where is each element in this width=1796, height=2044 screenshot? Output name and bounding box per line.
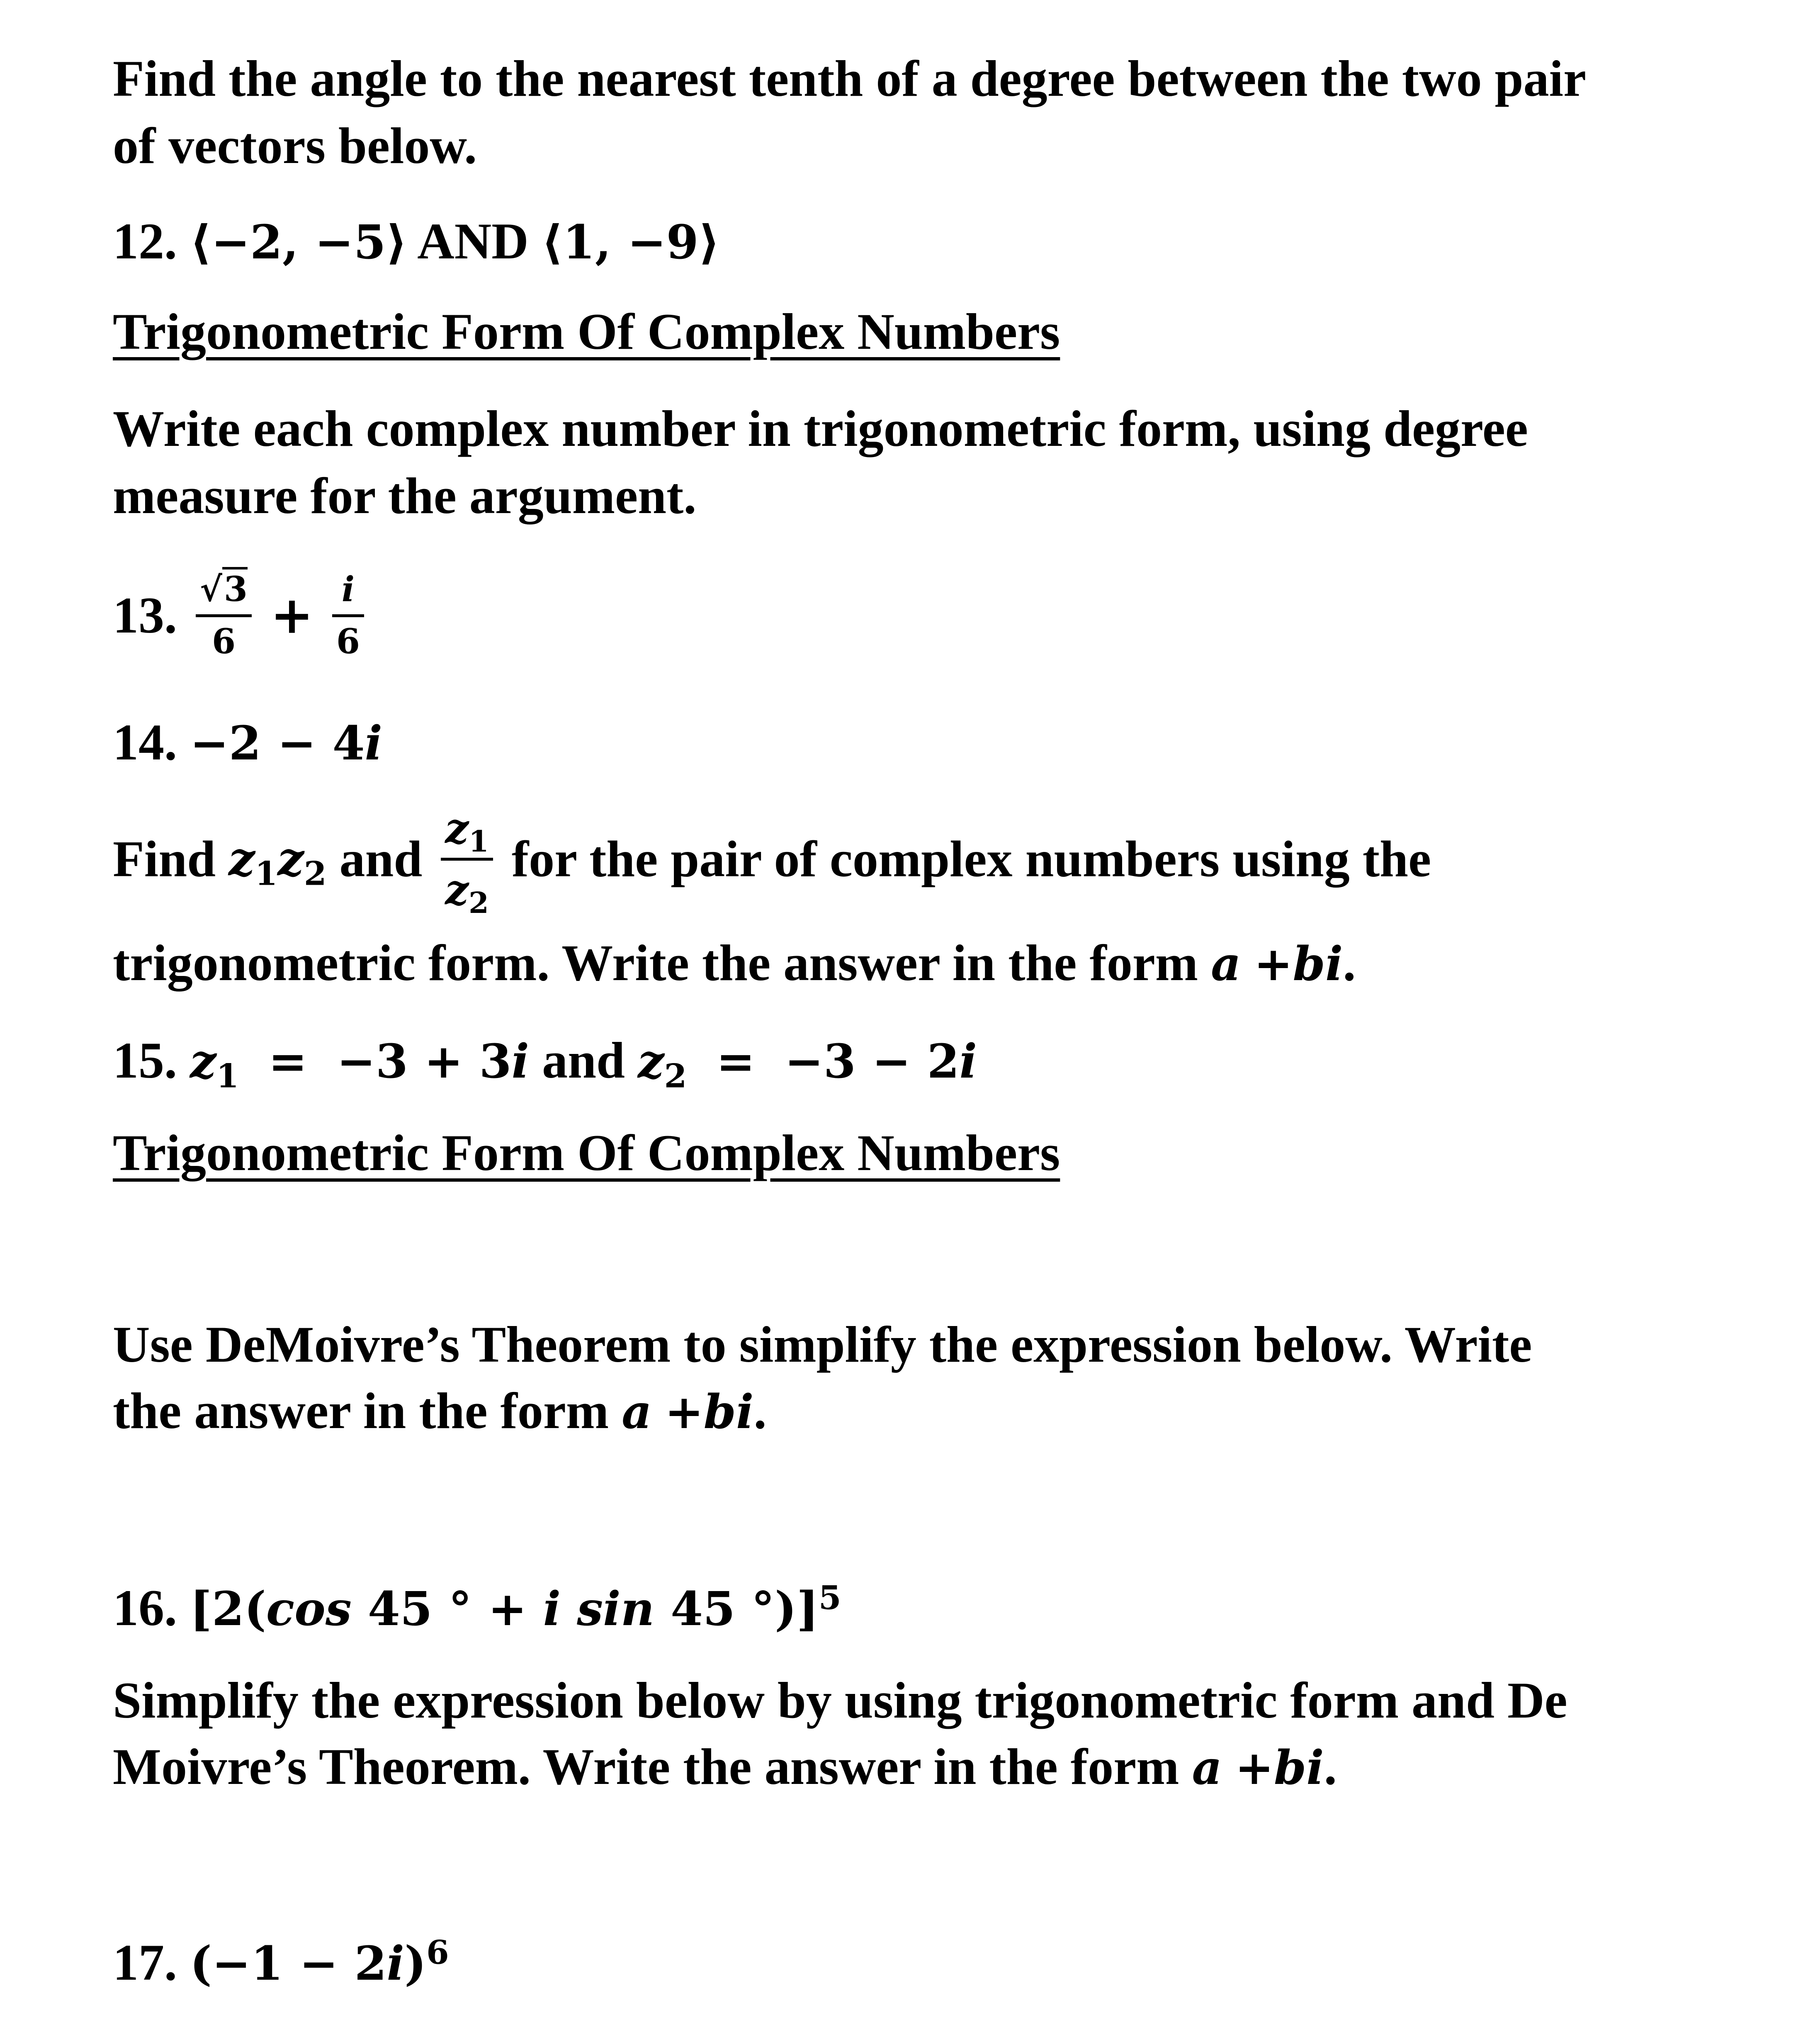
i-sin-function: i sin bbox=[543, 1582, 655, 1636]
problem-number: 13. bbox=[113, 587, 177, 644]
demoivre2-instruction-line-2 bbox=[113, 1738, 1337, 1795]
demoivre-expression bbox=[190, 1579, 841, 1636]
equals-sign: = bbox=[268, 1034, 307, 1089]
z1-variable bbox=[190, 1034, 239, 1095]
product-instruction-line-2 bbox=[113, 934, 1356, 991]
and-word: and bbox=[542, 1032, 625, 1089]
form-bi: bi bbox=[1293, 937, 1343, 991]
expression-real-part: −2 − 4 bbox=[190, 716, 365, 771]
z2-value bbox=[785, 1034, 977, 1089]
form-plus: + bbox=[664, 1385, 704, 1439]
form-bi: bi bbox=[703, 1385, 754, 1439]
expression bbox=[190, 716, 382, 771]
open-bracket: [2( bbox=[190, 1582, 266, 1636]
form-plus: + bbox=[1254, 937, 1293, 991]
period: . bbox=[1343, 934, 1356, 991]
form-a: a bbox=[1211, 937, 1241, 991]
exponent: 6 bbox=[426, 1933, 449, 1972]
problem-number: 17. bbox=[113, 1934, 177, 1991]
z-variable: z bbox=[445, 804, 469, 853]
form-bi: bi bbox=[1273, 1741, 1324, 1795]
z-variable: z bbox=[277, 832, 304, 886]
period: . bbox=[753, 1382, 767, 1439]
problem-number: 12. bbox=[113, 213, 177, 270]
subscript: 2 bbox=[304, 854, 327, 893]
demoivre2-instruction-text-1: Simplify the expression below by using trigonometric form and De bbox=[113, 1672, 1568, 1729]
fraction-numerator bbox=[196, 568, 252, 617]
angle-value: 45 ° bbox=[367, 1582, 472, 1636]
fraction-denominator: 6 bbox=[336, 621, 360, 662]
problem-13 bbox=[113, 568, 370, 663]
fraction-sqrt3-over-6 bbox=[196, 568, 252, 663]
cos-function: cos bbox=[266, 1582, 352, 1636]
section-heading-1: Trigonometric Form Of Complex Numbers bbox=[113, 303, 1060, 360]
z-variable: z bbox=[228, 832, 255, 886]
power-expression bbox=[190, 1933, 449, 1991]
subscript: 2 bbox=[469, 886, 489, 920]
demoivre2-instruction-text-2: Moivre’s Theorem. Write the answer in the form bbox=[113, 1738, 1179, 1795]
problem-number: 14. bbox=[113, 714, 177, 771]
section-heading-2: Trigonometric Form Of Complex Numbers bbox=[113, 1124, 1060, 1181]
close-paren: ) bbox=[404, 1937, 427, 1991]
close-bracket: )] bbox=[775, 1582, 819, 1636]
vectors-instruction-text-1: Find the angle to the nearest tenth of a degree between the two pair bbox=[113, 50, 1587, 107]
fraction-denominator bbox=[441, 861, 493, 920]
product-instruction-line-1 bbox=[113, 803, 1431, 920]
product-instruction-text-2: trigonometric form. Write the answer in the form bbox=[113, 934, 1198, 991]
imaginary-unit: i bbox=[386, 1937, 405, 1991]
plus-operator: + bbox=[488, 1582, 527, 1636]
subscript: 2 bbox=[664, 1057, 687, 1095]
and-word: and bbox=[339, 830, 423, 888]
trig-form-instruction-text-1: Write each complex number in trigonometric form, using degree bbox=[113, 400, 1528, 457]
form-a: a bbox=[622, 1385, 652, 1439]
radical-sign: √ bbox=[200, 569, 222, 609]
radicand: 3 bbox=[222, 567, 248, 609]
angle-value: 45 ° bbox=[671, 1582, 775, 1636]
vectors-instruction-text-2: of vectors below. bbox=[113, 117, 477, 174]
form-a: a bbox=[1192, 1741, 1222, 1795]
fraction-numerator bbox=[441, 803, 493, 861]
exponent: 5 bbox=[819, 1579, 841, 1617]
plus-operator: + bbox=[270, 585, 314, 645]
vectors-instruction-line-2 bbox=[113, 117, 477, 174]
fraction-i-over-6 bbox=[332, 568, 364, 663]
z-variable: z bbox=[638, 1034, 664, 1089]
conjunction: AND bbox=[417, 213, 529, 270]
vector-a: ⟨−2, −5⟩ bbox=[190, 215, 407, 270]
subscript: 1 bbox=[255, 854, 278, 893]
problem-17 bbox=[113, 1933, 449, 1991]
z-variable: z bbox=[190, 1034, 216, 1089]
z-variable: z bbox=[445, 865, 469, 914]
demoivre-instruction-text-2: the answer in the form bbox=[113, 1382, 609, 1439]
trig-form-instruction-line-2 bbox=[113, 467, 697, 524]
product-instruction-rest: for the pair of complex numbers using the bbox=[511, 830, 1431, 888]
vector-b: ⟨1, −9⟩ bbox=[541, 215, 720, 270]
open-paren-expression: (−1 − 2 bbox=[190, 1937, 387, 1991]
problem-number: 16. bbox=[113, 1579, 177, 1636]
find-word: Find bbox=[113, 830, 216, 888]
demoivre-instruction-line-1 bbox=[113, 1316, 1532, 1373]
problem-12 bbox=[113, 213, 720, 270]
problem-16 bbox=[113, 1579, 841, 1636]
z2-variable bbox=[638, 1034, 687, 1095]
demoivre-instruction-line-2 bbox=[113, 1382, 767, 1439]
subscript: 1 bbox=[469, 824, 489, 859]
trig-form-instruction-line-1 bbox=[113, 400, 1528, 457]
z1-value bbox=[337, 1034, 529, 1089]
sqrt-symbol bbox=[200, 568, 248, 611]
problem-number: 15. bbox=[113, 1032, 177, 1089]
demoivre2-instruction-line-1 bbox=[113, 1672, 1568, 1729]
imaginary-unit: i bbox=[959, 1034, 977, 1089]
z1-value-real: −3 + 3 bbox=[337, 1034, 512, 1089]
demoivre-instruction-text-1: Use DeMoivre’s Theorem to simplify the expression below. Write bbox=[113, 1316, 1532, 1373]
problem-14 bbox=[113, 714, 383, 771]
fraction-denominator: 6 bbox=[211, 621, 236, 662]
period: . bbox=[1324, 1738, 1337, 1795]
z1z2-product bbox=[228, 832, 327, 893]
subscript: 1 bbox=[216, 1057, 239, 1095]
problem-15 bbox=[113, 1032, 977, 1095]
z2-value-real: −3 − 2 bbox=[785, 1034, 960, 1089]
imaginary-unit: i bbox=[365, 716, 383, 771]
z1-over-z2-fraction bbox=[441, 803, 493, 920]
imaginary-unit: i bbox=[511, 1034, 530, 1089]
fraction-numerator: i bbox=[332, 568, 364, 617]
trig-form-instruction-text-2: measure for the argument. bbox=[113, 467, 697, 524]
equals-sign: = bbox=[716, 1034, 756, 1089]
form-plus: + bbox=[1235, 1741, 1274, 1795]
vectors-instruction-line-1 bbox=[113, 50, 1587, 107]
